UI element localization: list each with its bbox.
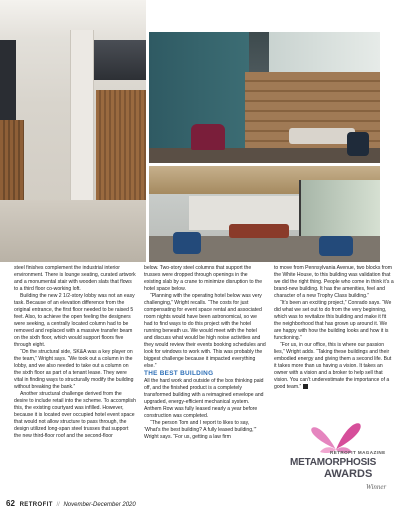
award-awards: AWARDS bbox=[324, 468, 373, 480]
issue-date: November-December 2020 bbox=[63, 502, 136, 508]
paragraph bbox=[274, 342, 394, 391]
paragraph: “On the structural side, SK&A was a key player on the team,” Wright says. “We took out a column in the lobby, and we also needed to take out a column on the sixth floor as part of a tenant lease. They were vital in finding ways to structurally modify the building without breaking the bank.” bbox=[14, 349, 134, 390]
paragraph: “The person Tom and I report to likes to say, ‘What’s the best building? A fully leased building,’” Wright says. “For us, getting a law firm bbox=[144, 420, 257, 440]
award-logo bbox=[288, 420, 396, 506]
paragraph-text: “For us, in our office, this is where our passion lies,” Wright adds. “Taking these buildings and their embodied energy and giving them a second life. But it takes more than us having a vision. It takes an owner with a vision and a broker to help sell that vision. You can’t underestimate the importance of a good team.” bbox=[274, 342, 392, 390]
award-title: METAMORPHOSIS bbox=[290, 457, 377, 468]
section-subhead: THE BEST BUILDING bbox=[144, 370, 214, 377]
paragraph: to move from Pennsylvania Avenue, two blocks from the White House, to this building was validation that we did the right thing. People who come in think it’s a brand-new building. It has the amenities, feel and character of a new Trophy Class building.” bbox=[274, 265, 394, 299]
paragraph: All the hard work and outside of the box thinking paid off, and the finished product is a completely transformed building with a reimagined envelope and upgraded, energy-efficient mechanical system. Anthem Row was fully leased nearly a year before construction was completed. bbox=[144, 378, 264, 419]
text-column-2 bbox=[144, 265, 266, 441]
award-winner: Winner bbox=[366, 483, 387, 491]
footer-separator: // bbox=[56, 502, 60, 508]
award-kicker: RETROFIT MAGAZINE bbox=[330, 450, 386, 455]
paragraph: below. Two-story steel columns that support the trusses were dropped through openings in the existing slab by a crane to minimize disruption to the hotel space below. bbox=[144, 265, 263, 292]
text-column-1 bbox=[14, 265, 136, 440]
paragraph: “Planning with the operating hotel below was very challenging,” Wright recalls. “The costs for just compensating for event space rental and associated room nights would have been astronomical, so we had to find ways to do this project with the hotel running beneath us. We would meet with the hotel and discuss what would be high noise activities and they would review their events booking schedules and look for windows to work with. This was probably the biggest challenge because it impacted everything else.” bbox=[144, 293, 266, 369]
paragraph: “It’s been an exciting project,” Conrado says. “We did what we set out to do from the very beginning, which was to revitalize this building and make it fit the neighborhood that has grown up around it. We are happy with how the building looks and how it is functioning.” bbox=[274, 300, 392, 341]
photo-lounge-stair bbox=[149, 32, 380, 163]
magazine-name: RETROFIT bbox=[19, 502, 53, 508]
paragraph: steel finishes complement the industrial interior environment. There is lounge seating, curated artwork and a monumental stair with wooden slats that flows to a third floor co-working loft. bbox=[14, 265, 136, 292]
photo-lobby-seating bbox=[149, 166, 380, 262]
paragraph: Another structural challenge derived from the desire to include retail into the scheme. To accomplish this, the existing courtyard was infilled. However, because it is located over occupied hotel event space that would not allow structure to pass through, the design utilized long-span steel trusses that support the new third-floor roof and the second-floor bbox=[14, 391, 136, 439]
page-number: 62 bbox=[6, 499, 15, 508]
photo-atrium-lobby bbox=[0, 0, 146, 262]
paragraph: Building the new 2 1/2-story lobby was not an easy task. Because of an elevation difference from the original entrance, the first floor needed to be raised 5 feet. Also, to achieve the open feeling the designers were seeking, a centrally located column had to be removed and replaced with a massive transfer beam on the sixth floor, which would support floors five through eight. bbox=[14, 293, 135, 348]
text-column-3 bbox=[274, 265, 394, 391]
end-of-story-mark bbox=[303, 384, 308, 389]
page-footer bbox=[6, 499, 136, 508]
